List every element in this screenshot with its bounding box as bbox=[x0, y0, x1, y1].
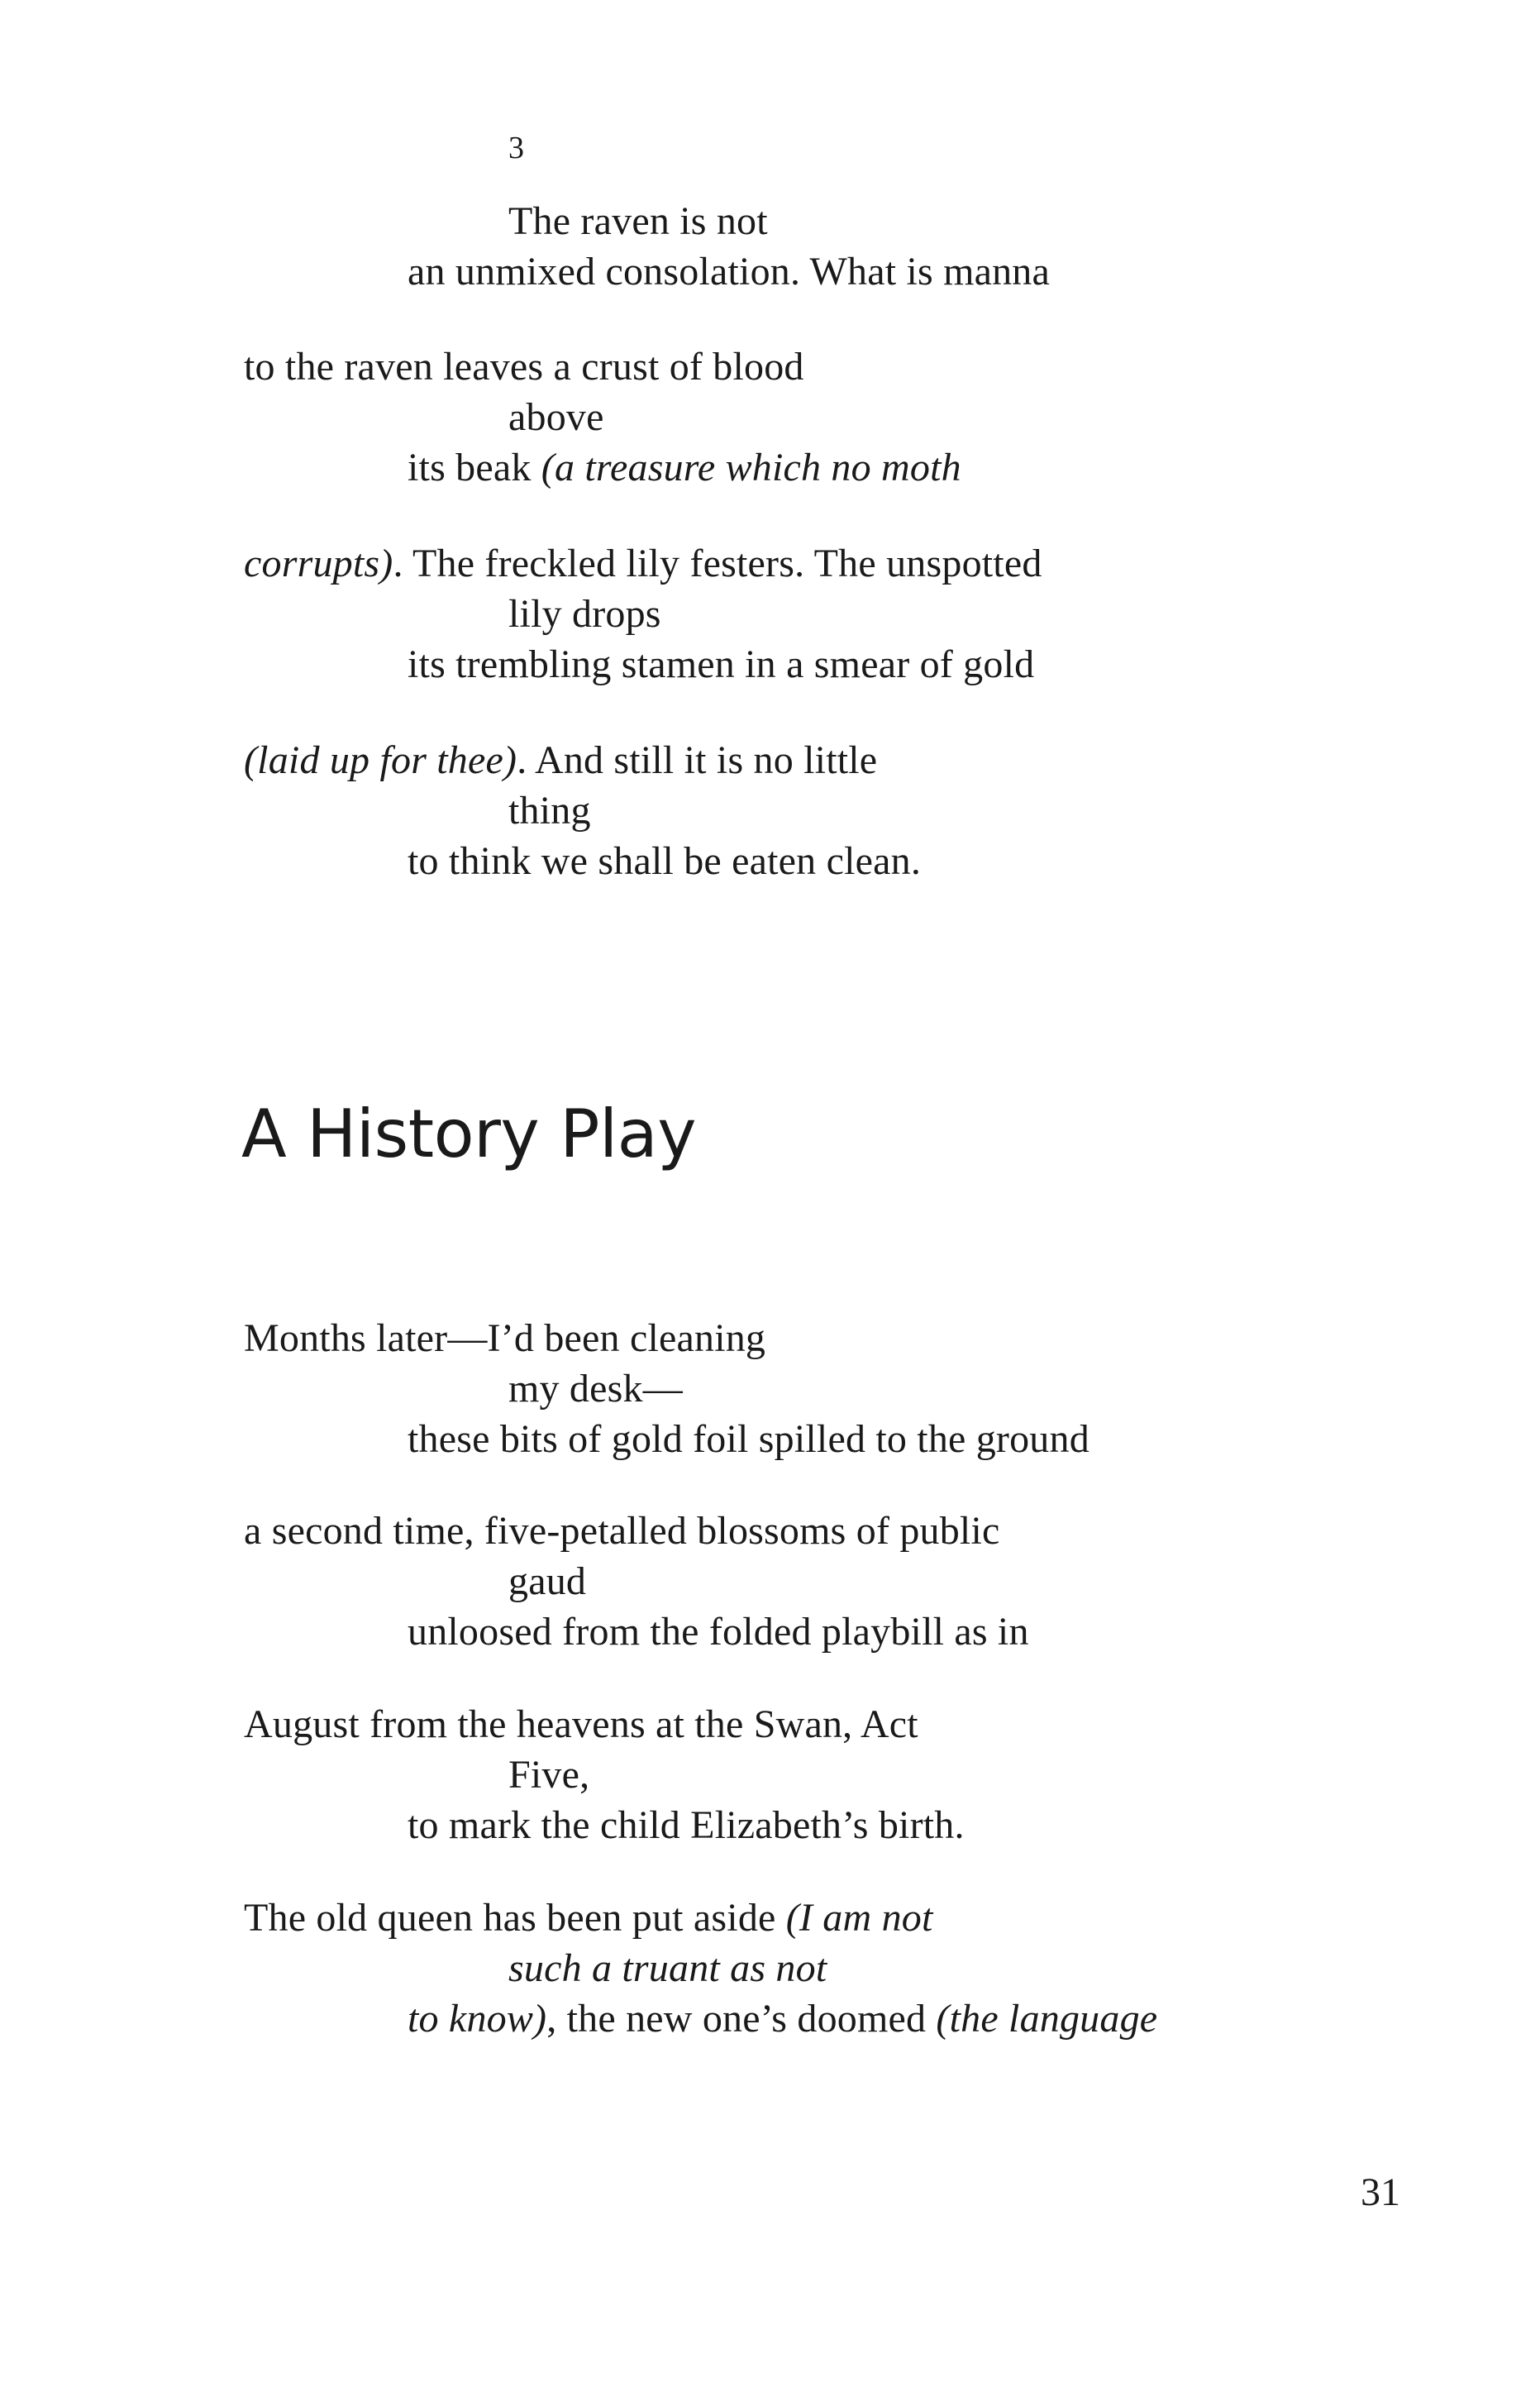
poem-italic-text: (a treasure which no moth bbox=[541, 446, 961, 489]
poem-title: A History Play bbox=[241, 1096, 697, 1172]
poem-line: above bbox=[508, 395, 604, 439]
poem-line bbox=[408, 448, 961, 488]
poem-line bbox=[408, 1999, 1157, 2039]
poem-italic-text: (laid up for thee) bbox=[244, 738, 517, 782]
poem-line bbox=[244, 1898, 933, 1938]
poem-text: its beak bbox=[408, 446, 541, 489]
poem-italic-text: to know) bbox=[408, 1997, 547, 2041]
poem-italic-text: (I am not bbox=[785, 1896, 933, 1940]
poem-line: gaud bbox=[508, 1559, 587, 1603]
poem-line: its trembling stamen in a smear of gold bbox=[408, 642, 1035, 686]
page-number: 31 bbox=[1361, 2170, 1400, 2214]
poem-line: unloosed from the folded playbill as in bbox=[408, 1610, 1029, 1654]
poem-line: to the raven leaves a crust of blood bbox=[244, 345, 804, 389]
poem-line bbox=[508, 1946, 827, 1990]
poem-italic-text: (the language bbox=[936, 1997, 1158, 2041]
poem-line: thing bbox=[508, 789, 591, 833]
poem-text: . The freckled lily festers. The unspotted bbox=[393, 542, 1042, 585]
poem-text: The old queen has been put aside bbox=[244, 1896, 786, 1940]
poem-text: , the new one’s doomed bbox=[546, 1997, 937, 2041]
poem-line: Five, bbox=[508, 1753, 590, 1797]
poem-line: a second time, five-petalled blossoms of public bbox=[244, 1509, 1000, 1553]
poem-line: these bits of gold foil spilled to the ground bbox=[408, 1417, 1089, 1461]
poem-line: to think we shall be eaten clean. bbox=[408, 839, 922, 883]
poem-text: . And still it is no little bbox=[517, 738, 878, 782]
poem-line bbox=[244, 738, 878, 782]
poem-line: lily drops bbox=[508, 592, 661, 636]
poem-line: my desk— bbox=[508, 1367, 683, 1411]
section-number: 3 bbox=[508, 131, 524, 165]
poem-italic-text: corrupts) bbox=[244, 542, 393, 585]
poem-line: Months later—I’d been cleaning bbox=[244, 1316, 766, 1360]
poem-line: The raven is not bbox=[508, 199, 768, 243]
poem-italic-text: such a truant as not bbox=[508, 1946, 827, 1990]
poem-line bbox=[244, 544, 1042, 584]
poem-line: August from the heavens at the Swan, Act bbox=[244, 1702, 918, 1746]
poem-line: an unmixed consolation. What is manna bbox=[408, 250, 1051, 294]
poem-line: to mark the child Elizabeth’s birth. bbox=[408, 1803, 965, 1847]
